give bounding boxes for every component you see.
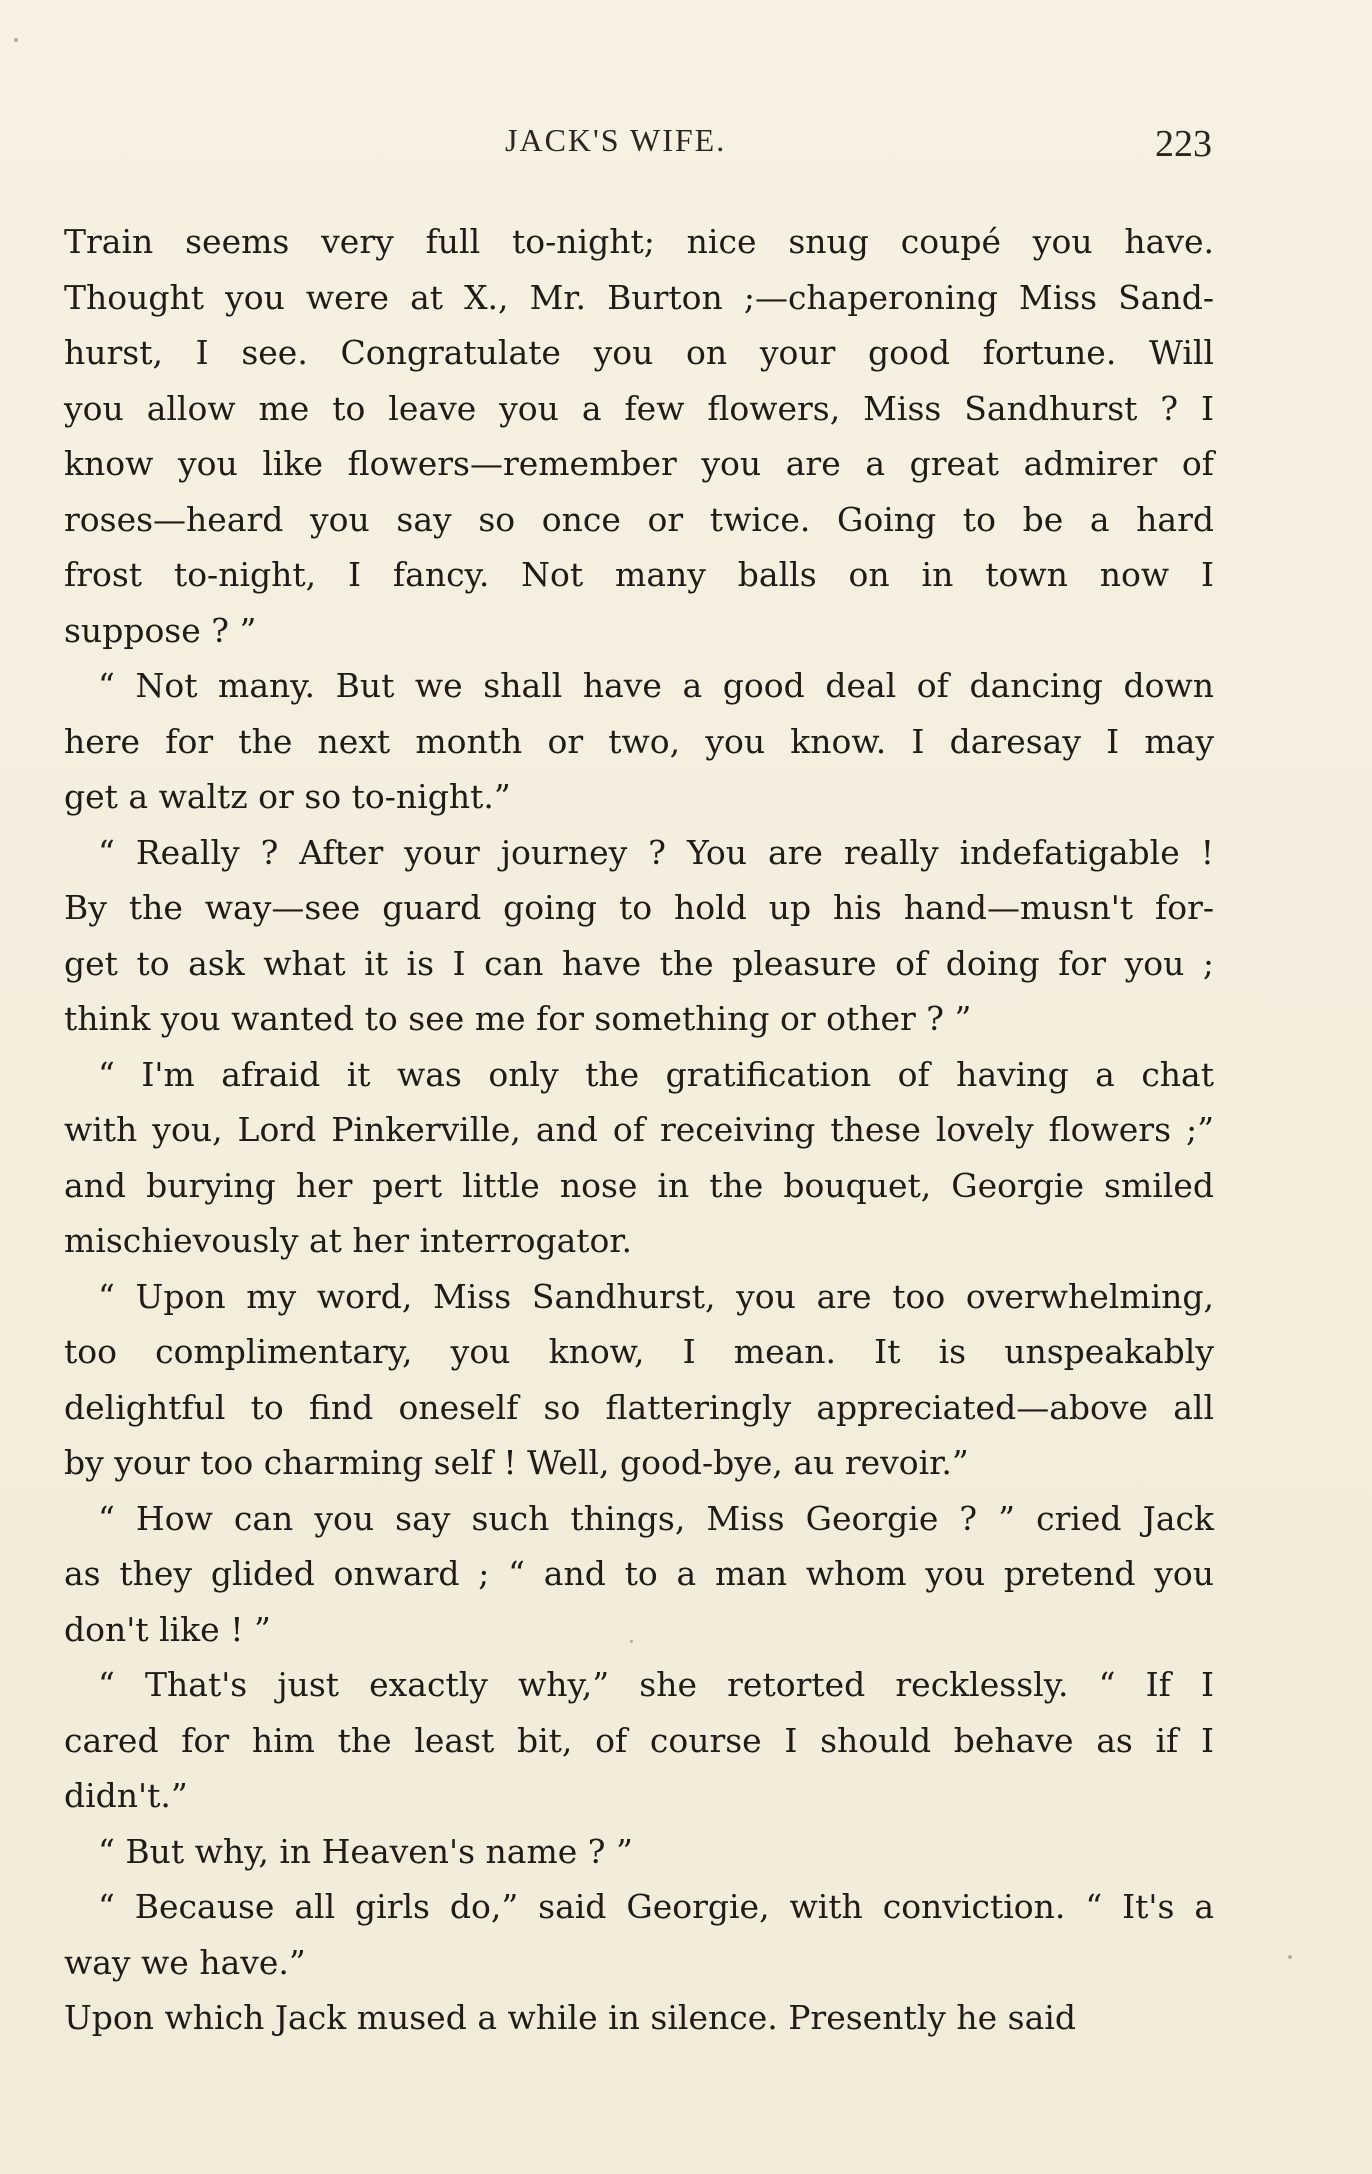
text-line: as they glided onward ; “ and to a man whom you pretend you — [64, 1554, 1214, 1593]
text-line: with you, Lord Pinkerville, and of receiving these lovely flowers ;” — [64, 1110, 1214, 1149]
text-line: too complimentary, you know, I mean. It is unspeakably — [64, 1332, 1214, 1371]
text-line: hurst, I see. Congratulate you on your good fortune. Will — [64, 333, 1214, 372]
text-line: here for the next month or two, you know. I daresay I may — [64, 721, 1214, 761]
text-line: get a waltz or so to-night.” — [64, 777, 511, 816]
text-line: and burying her pert little nose in the bouquet, Georgie smiled — [64, 1165, 1214, 1205]
text-line: “ Upon my word, Miss Sandhurst, you are too overwhelming, — [98, 1276, 1214, 1316]
text-line: delightful to find oneself so flatteringly appreciated—above all — [64, 1387, 1214, 1427]
text-line: cared for him the least bit, of course I should behave as if I — [64, 1720, 1214, 1760]
text-line: by your too charming self ! Well, good-bye, au revoir.” — [64, 1443, 969, 1482]
text-line: “ That's just exactly why,” she retorted recklessly. “ If I — [98, 1665, 1214, 1704]
page-number: 223 — [1155, 123, 1212, 165]
text-line: Thought you were at X., Mr. Burton ;—chaperoning Miss Sand- — [64, 277, 1214, 317]
paper-speck — [1288, 1955, 1292, 1959]
text-line: didn't.” — [64, 1776, 188, 1815]
text-line: suppose ? ” — [64, 610, 257, 650]
text-line: frost to-night, I fancy. Not many balls on in town now I — [64, 555, 1214, 594]
text-line: you allow me to leave you a few flowers, Miss Sandhurst ? I — [64, 388, 1214, 428]
text-line: By the way—see guard going to hold up his hand—musn't for- — [64, 888, 1214, 927]
text-line: Upon which Jack mused a while in silence. Presently he said — [64, 1998, 1076, 2037]
running-head: JACK'S WIFE. — [505, 122, 727, 158]
text-line: mischievously at her interrogator. — [64, 1221, 633, 1260]
text-line: way we have.” — [64, 1942, 306, 1982]
text-line: don't like ! ” — [64, 1609, 271, 1649]
text-line: Train seems very full to-night; nice snug coupé you have. — [64, 222, 1214, 261]
text-line: “ How can you say such things, Miss Georgie ? ” cried Jack — [98, 1498, 1214, 1538]
text-line: “ I'm afraid it was only the gratification of having a chat — [98, 1054, 1214, 1094]
text-line: “ Really ? After your journey ? You are really indefatigable ! — [98, 832, 1214, 872]
text-line: think you wanted to see me for something or other ? ” — [64, 999, 972, 1038]
paper-speck — [630, 1640, 633, 1643]
paper-speck — [14, 38, 18, 42]
page-header — [0, 122, 1372, 172]
text-line: get to ask what it is I can have the pleasure of doing for you ; — [64, 943, 1214, 983]
text-line: “ But why, in Heaven's name ? ” — [98, 1831, 633, 1871]
text-line: roses—heard you say so once or twice. Going to be a hard — [64, 499, 1214, 539]
text-line: “ Because all girls do,” said Georgie, with conviction. “ It's a — [98, 1887, 1214, 1926]
body-text — [64, 214, 1214, 2046]
text-line: know you like flowers—remember you are a great admirer of — [64, 444, 1214, 483]
text-line: “ Not many. But we shall have a good deal of dancing down — [98, 666, 1214, 705]
